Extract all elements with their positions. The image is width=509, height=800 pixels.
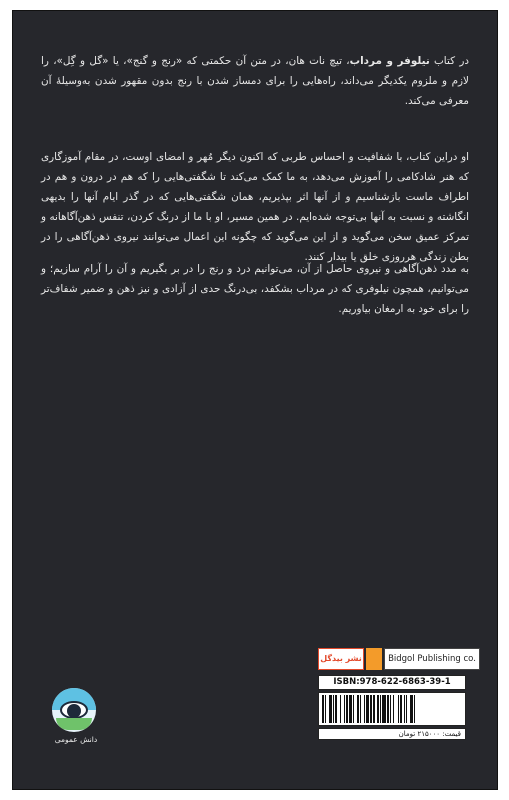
series-logo-icon xyxy=(52,688,96,732)
publisher-mark-icon xyxy=(366,648,382,670)
paragraph-closing: به مدد ذهن‌آگاهی و نیروی حاصل از آن، می‌توانیم درد و رنج را در بر بگیریم و آن را آرام سازیم؛ و می‌توانیم، همچون نیلوفری که در مرداب بشکفد، بی‌درنگ حدی از آزادی و نیز ذهن و ضمیر شفاف‌تر را برای خود به ارمغان بیاوریم. xyxy=(41,263,469,315)
intro-lead: در کتاب xyxy=(429,55,469,67)
paragraph-body: او دراین کتاب، با شفافیت و احساس طربی که اکنون دیگر مُهر و امضای اوست، در مقام آموزگاری که هنر شادکامی را آموزش می‌دهد، به ما کمک می‌کند تا شگفتی‌هایی را که هم در درون و هم در اطراف ماست بازشناسیم و از آنها اثر بپذیریم، همان شگفتی‌هایی که در گذر ایام آنها را بدیهی انگاشته و نسبت به آنها بی‌توجه شده‌ایم. در همین مسیر، او با ما از درنگ کردن، تنفس ذهن‌آگاهانه و تمرکز عمیق سخن می‌گوید و از این می‌گوید که چگونه این اعمال می‌توانند نیروی ذهن‌آگاهی را در بطن زندگی هرروزی خلق یا بیدار کنند. xyxy=(41,151,469,263)
paragraph-intro xyxy=(41,51,469,111)
barcode-stripe xyxy=(415,695,417,723)
barcode-icon xyxy=(318,692,466,726)
series-caption: دانش عمومی xyxy=(54,735,98,744)
publisher-panel xyxy=(318,648,476,670)
price-label: قیمت: ۲۱۵۰۰۰ تومان xyxy=(318,728,466,740)
publisher-latin-name: Bidgol Publishing co. xyxy=(384,648,480,670)
publisher-persian-name: نشر بیدگل xyxy=(318,648,364,670)
isbn-label: ISBN:978-622-6863-39-1 xyxy=(318,675,466,690)
logo-pupil xyxy=(67,704,81,718)
back-cover xyxy=(12,10,498,790)
intro-rest: ، تیچ نات هان، در متن آن حکمتی که «رنج و گنج»، یا «گل و گِل»، را لازم و ملزوم یکدیگر می‌داند، راه‌هایی را برای دمساز شدن با رنج بدون مقهور شدن به‌وسیلهٔ آن معرفی می‌کند. xyxy=(41,55,469,107)
book-title-bold: نیلوفر و مرداب xyxy=(349,55,430,67)
